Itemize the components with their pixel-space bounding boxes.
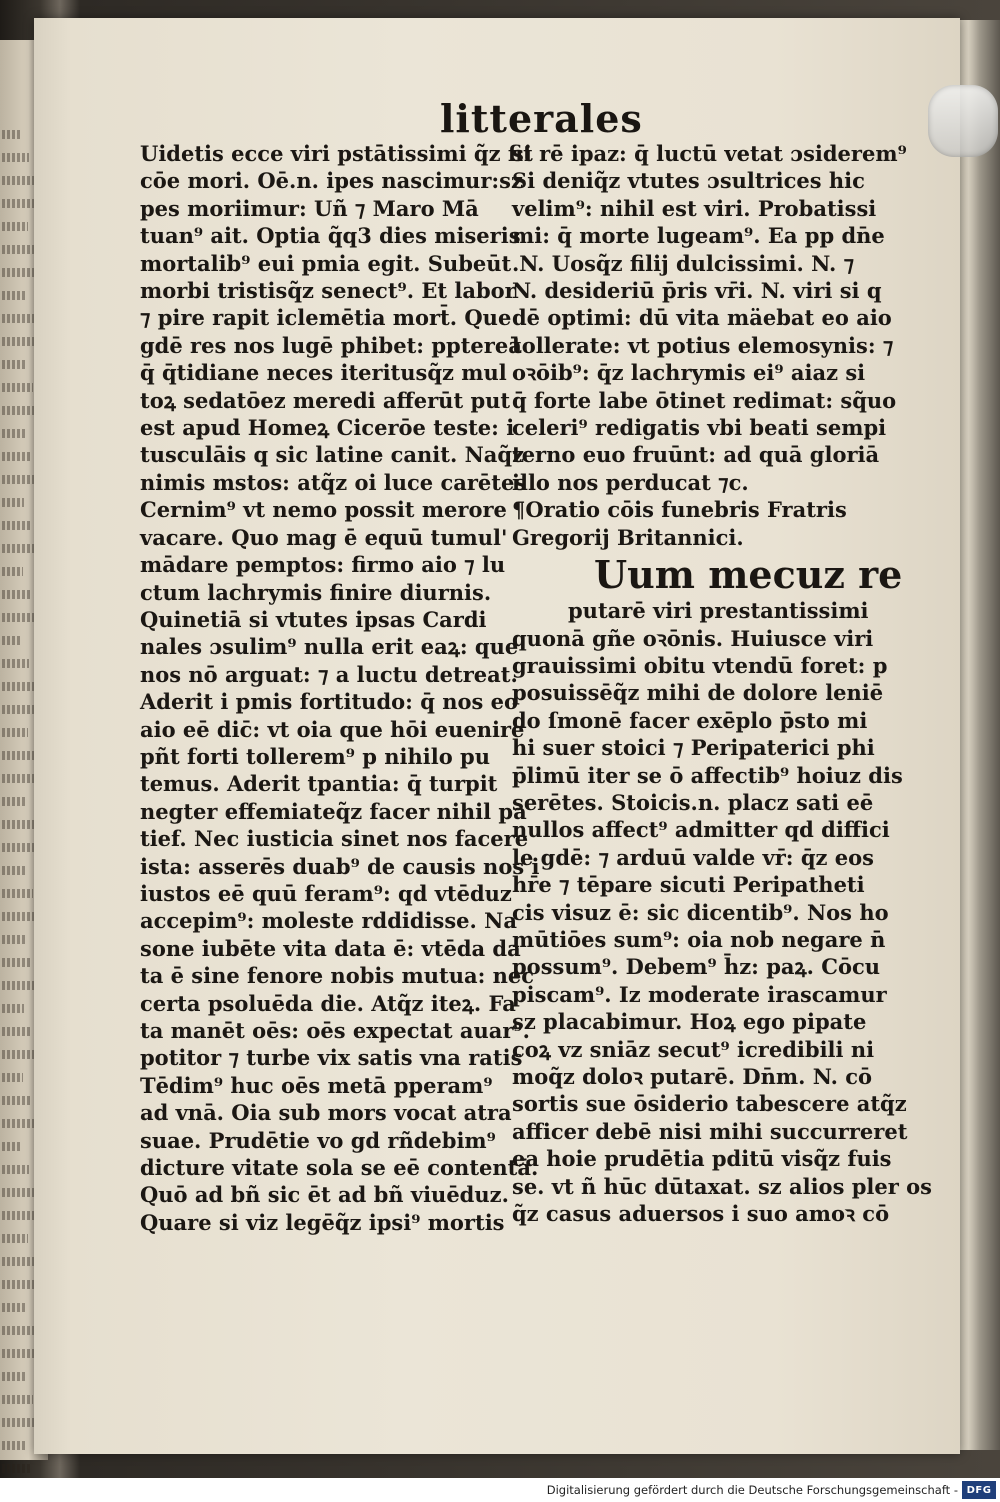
text-line: .N. Uosq̃z filij dulcissimi. N. ⁊ bbox=[512, 250, 855, 276]
adjacent-page-text-streak bbox=[2, 866, 26, 875]
text-line: grauissimi obitu vtendū foret: p bbox=[512, 652, 888, 678]
adjacent-page-text-streak bbox=[2, 659, 29, 668]
text-line: suae. Prudētie vo gd rñdebim⁹ bbox=[140, 1127, 496, 1153]
adjacent-page-text-streak bbox=[2, 452, 32, 461]
adjacent-page-text-streak bbox=[2, 498, 24, 507]
text-line: Gregorij Britannici. bbox=[512, 524, 744, 550]
text-line: Cernim⁹ vt nemo possit merore bbox=[140, 497, 507, 523]
adjacent-page-text-streak bbox=[2, 958, 32, 967]
text-line: nullos affect⁹ admitter qd diffici bbox=[512, 817, 890, 843]
adjacent-page-text-streak bbox=[2, 1441, 25, 1450]
text-line: ctum lachrymis finire diurnis. bbox=[140, 579, 492, 605]
adjacent-page-text-streak bbox=[2, 1027, 31, 1036]
page-clip bbox=[928, 85, 998, 157]
text-line: Si deniq̃z vtutes ɔsultrices hic bbox=[512, 168, 865, 194]
text-line: toꝝ sedatōez meredi afferūt put bbox=[140, 387, 511, 413]
text-line: piscam⁹. Iz moderate irascamur bbox=[512, 981, 887, 1007]
text-line: sz placabimur. Hoꝝ ego pipate bbox=[512, 1009, 867, 1035]
text-line: tusculāis q sic latine canit. Naq̃z bbox=[140, 442, 525, 468]
text-line: sone iubēte vita data ē: vtēda da bbox=[140, 935, 521, 961]
text-line: ista: asserēs duab⁹ de causis nos i bbox=[140, 853, 540, 879]
adjacent-page-text-streak bbox=[2, 797, 27, 806]
text-line: nos nō arguat: ⁊ a luctu detreat. bbox=[140, 661, 518, 687]
adjacent-page-text-streak bbox=[2, 613, 37, 622]
text-line: si rē ipaz: q̄ luctū vetat ɔsiderem⁹ bbox=[512, 141, 907, 166]
adjacent-page-text-streak bbox=[2, 383, 33, 392]
text-line: N. desideriū p̄ris vr̄i. N. viri si q bbox=[512, 278, 882, 304]
adjacent-page-text-streak bbox=[2, 1464, 32, 1473]
adjacent-page-text-streak bbox=[2, 222, 28, 231]
text-line: velim⁹: nihil est viri. Probatissi bbox=[512, 195, 877, 221]
text-line: mortalib⁹ eui pmia egit. Subeūt bbox=[140, 250, 512, 276]
text-line: temus. Aderit tpantia: q̄ turpit bbox=[140, 771, 498, 797]
text-line: q̄ forte labe ōtinet redimat: sq̃uo bbox=[512, 387, 897, 413]
text-line: pes moriimur: Uñ ⁊ Maro Mā bbox=[140, 195, 479, 221]
text-line: ea hoie prudētia pditū visq̃z fuis bbox=[512, 1146, 892, 1172]
text-line: illo nos perducat ⁊c. bbox=[512, 469, 749, 495]
text-line: Tēdim⁹ huc oēs metā pperam⁹ bbox=[140, 1072, 493, 1098]
adjacent-page-text-streak bbox=[2, 567, 23, 576]
text-line: vacare. Quo mag ē equū tumul' bbox=[140, 524, 508, 550]
adjacent-page-text-streak bbox=[2, 1257, 35, 1266]
adjacent-page-text-streak bbox=[2, 1004, 24, 1013]
text-line: certa psoluēda die. Atq̃z iteꝝ. Fa bbox=[140, 990, 516, 1016]
text-line: nales ɔsulim⁹ nulla erit eaꝝ: que bbox=[140, 634, 519, 660]
text-line: hi suer stoici ⁊ Peripaterici phi bbox=[512, 735, 875, 761]
text-line: est apud Homeꝝ Cicerōe teste: i bbox=[140, 415, 515, 441]
adjacent-page-text-streak bbox=[2, 429, 25, 438]
text-line: tuan⁹ ait. Optia q̃q3 dies miseris bbox=[140, 223, 521, 249]
text-line: possum⁹. Debem⁹ h̄z: paꝝ. Cōcu bbox=[512, 954, 881, 980]
text-line: negter effemiateq̃z facer nihil pa bbox=[140, 798, 527, 824]
text-line: p̄limū iter se ō affectib⁹ hoiuz dis bbox=[512, 762, 903, 788]
adjacent-page-text-streak bbox=[2, 1050, 38, 1059]
text-line: accepim⁹: moleste rddidisse. Na bbox=[140, 908, 517, 934]
text-line: quonā gñe oꝛōnis. Huiusce viri bbox=[512, 625, 874, 651]
text-line: putarē viri prestantissimi bbox=[568, 598, 869, 624]
text-line: ad vnā. Oia sub mors vocat atra bbox=[140, 1100, 512, 1126]
text-line: morbi tristisq̃z senect⁹. Et labor bbox=[140, 278, 516, 304]
text-line: pñt forti tollerem⁹ p nihilo pu bbox=[140, 743, 490, 769]
text-line: dicture vitate sola se eē contentā. bbox=[140, 1155, 539, 1181]
adjacent-page-text-streak bbox=[2, 728, 28, 737]
text-line: Quinetiā si vtutes ipsas Cardi bbox=[140, 606, 487, 632]
text-line: celeri⁹ redigatis vbi beati sempi bbox=[512, 415, 887, 441]
text-line: terno euo fruūnt: ad quā gloriā bbox=[512, 442, 880, 468]
adjacent-page-text-streak bbox=[2, 1395, 33, 1404]
text-line: posuissēq̃z mihi de dolore leniē bbox=[512, 680, 884, 706]
adjacent-page-text-streak bbox=[2, 1073, 23, 1082]
text-line: cōe mori. Oē.n. ipes nascimur:sz bbox=[140, 168, 523, 194]
adjacent-page-text-streak bbox=[2, 1119, 37, 1128]
text-line: tief. Nec iusticia sinet nos facere bbox=[140, 826, 529, 852]
text-line: moq̃z doloꝛ putarē. Dn̄m. N. cō bbox=[512, 1064, 872, 1089]
text-line: Quare si viz legēq̃z ipsi⁹ mortis bbox=[140, 1209, 505, 1235]
adjacent-page-text-streak bbox=[2, 751, 35, 760]
text-line: se. vt ñ hūc dūtaxat. sz alios pler os bbox=[512, 1173, 932, 1199]
adjacent-page-text-streak bbox=[2, 1303, 27, 1312]
adjacent-page-text-streak bbox=[2, 1096, 30, 1105]
text-line: Aderit i pmis fortitudo: q̄ nos eo bbox=[140, 689, 518, 715]
adjacent-page-text-streak bbox=[2, 1326, 34, 1335]
adjacent-page-text-streak bbox=[2, 889, 33, 898]
adjacent-page-text-streak bbox=[2, 682, 36, 691]
adjacent-page-text-streak bbox=[2, 1234, 28, 1243]
text-line: nimis mstos: atq̃z oi luce carētes bbox=[140, 469, 527, 495]
text-line: q̃z casus aduersos i suo amoꝛ cō bbox=[512, 1201, 890, 1227]
text-line: ta manēt oēs: oēs expectat auar⁹. bbox=[140, 1018, 530, 1043]
adjacent-page-text-streak bbox=[2, 636, 22, 645]
text-line: Uidetis ecce viri pstātissimi q̃z fit bbox=[140, 141, 533, 166]
text-line: potitor ⁊ turbe vix satis vna ratis bbox=[140, 1045, 523, 1071]
right-text-column bbox=[512, 140, 932, 1227]
adjacent-page-text-streak bbox=[2, 1142, 22, 1151]
text-line: ta ē sine fenore nobis mutua: nec bbox=[140, 963, 535, 989]
text-line: dē optimi: dū vita mäebat eo aio bbox=[512, 305, 892, 331]
text-line: iustos eē quū feram⁹: qd vtēduz bbox=[140, 880, 512, 906]
adjacent-page-text-streak bbox=[2, 544, 38, 553]
adjacent-page-text-streak bbox=[2, 1165, 29, 1174]
text-line: mūtiōes sum⁹: oia nob negare n̄ bbox=[512, 926, 886, 952]
text-line: afficer debē nisi mihi succurreret bbox=[512, 1118, 908, 1144]
left-text-column bbox=[140, 140, 540, 1236]
adjacent-page-text-streak bbox=[2, 935, 25, 944]
adjacent-page-text-streak bbox=[2, 153, 29, 162]
text-line: gdē res nos lugē phibet: pptereā bbox=[140, 332, 522, 358]
text-line: serētes. Stoicis.n. placz sati eē bbox=[512, 789, 874, 815]
text-line: cis visuz ē: sic dicentib⁹. Nos ho bbox=[512, 899, 889, 925]
adjacent-page-text-streak bbox=[2, 314, 34, 323]
adjacent-page-text-streak bbox=[2, 176, 36, 185]
text-line: le gdē: ⁊ arduū valde vr̄: q̄z eos bbox=[512, 844, 874, 870]
adjacent-page-text-streak bbox=[2, 291, 27, 300]
text-line: ⁊ pire rapit iclemētia mort̄. Que bbox=[140, 305, 512, 331]
funding-credit: Digitalisierung gefördert durch die Deutsche Forschungsgemeinschaft - bbox=[546, 1483, 958, 1497]
text-line: mādare pemptos: firmo aio ⁊ lu bbox=[140, 552, 506, 578]
adjacent-page-text-streak bbox=[2, 245, 35, 254]
text-line: sortis sue ōsiderio tabescere atq̃z bbox=[512, 1091, 907, 1117]
text-line: ¶Oratio cōis funebris Fratris bbox=[512, 497, 847, 523]
section-opening-line: Uum mecuz re bbox=[594, 552, 903, 598]
text-line: do ſmonē facer exēplo p̄sto mi bbox=[512, 707, 868, 733]
text-line: oꝛōib⁹: q̄z lachrymis ei⁹ aiaz si bbox=[512, 360, 866, 386]
adjacent-page-text-streak bbox=[2, 820, 34, 829]
adjacent-page-text-streak bbox=[2, 360, 26, 369]
text-line: coꝝ vz sniāz secut⁹ icredibili ni bbox=[512, 1036, 875, 1062]
text-line: Quō ad bñ sic ēt ad bñ viuēduz. bbox=[140, 1182, 509, 1208]
adjacent-page-text-streak bbox=[2, 1188, 36, 1197]
adjacent-page-text-streak bbox=[2, 130, 22, 139]
adjacent-page-text-streak bbox=[2, 521, 31, 530]
text-line: mi: q̄ morte lugeam⁹. Ea pp dn̄e bbox=[512, 223, 885, 249]
page-headline: litterales bbox=[440, 96, 643, 141]
text-line: hr̄e ⁊ tēpare sicuti Peripatheti bbox=[512, 872, 865, 898]
adjacent-page-text-streak bbox=[2, 1372, 26, 1381]
adjacent-page-text-streak bbox=[2, 590, 30, 599]
text-line: aio eē dic̄: vt oia que hōi euenire bbox=[140, 716, 525, 742]
page-stack-edge bbox=[955, 20, 1000, 1450]
text-line: tollerate: vt potius elemosynis: ⁊ bbox=[512, 332, 894, 358]
text-line: q̄ q̄tidiane neces iteritusq̃z mul bbox=[140, 360, 507, 386]
dfg-logo: DFG bbox=[962, 1481, 996, 1499]
